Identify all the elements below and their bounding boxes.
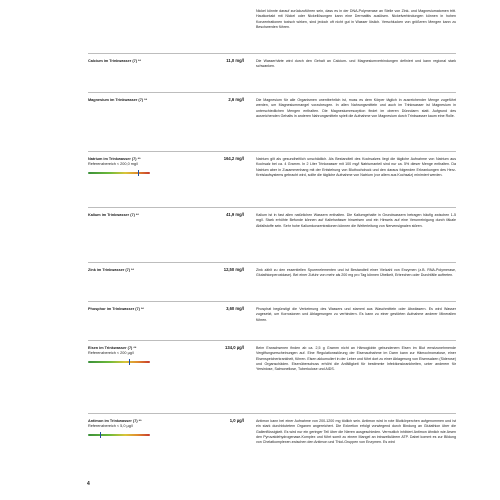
row-divider [88, 53, 456, 54]
measurement-value: 164,2 mg/l [223, 156, 244, 161]
measurement-description: Die Magnesium für alle Organismen unentbehrlich ist, muss es dem Körper täglich in ausreichender Menge zugeführt werden, um Magnesiummangel vorzubeugen. In allen Nahrungsmitteln und auch im Trinkwasser ist Magnesium in unterschiedlichen Mengen enthalten. Die Magnesiumresorption findet im oberen Dünndarm statt. Aufgrund des ausreichenden Gehalts in anderen Nahrungsmitteln spielt die Aufnahme von Magnesium durch Trinkwasser kaum eine Rolle. [256, 98, 456, 118]
row-divider [88, 262, 456, 263]
measurement-value: 41,9 mg/l [226, 212, 244, 217]
measurement-value: 3,60 mg/l [226, 306, 244, 311]
gauge-marker [100, 432, 101, 438]
measurement-label [88, 157, 208, 167]
gauge-marker [138, 170, 139, 176]
page-number: 4 [87, 481, 90, 487]
row-divider [88, 301, 456, 302]
measurement-name: Eisen im Trinkwasser (7) ** [88, 346, 137, 350]
row-divider [88, 413, 456, 414]
row-divider [88, 340, 456, 341]
gauge-bar [88, 434, 150, 436]
measurement-description: Beim Erwachsenen finden ab ca. 2,5 g Gramm nicht an Hämoglobin gebundenem Eisen im Blut ernstzunehmende Vergiftungserscheinungen auf. Eine Regulationsstörung der Eisenaufnahme im Darm kann zur Hämochromatose, einer Eisenspeicherkrankheit, führen. Eisen akkumuliert in der Leber und führt dort zu einer Ablagerung von Eisensalzen (Siderose) und Organschäden. Eisenüberschuss erhöht die Anfälligkeit für bestimmte Infektionskrankheiten, unter anderem für Yersiniose, Salmonellose, Tuberkulose und AIDS. [256, 346, 456, 372]
intro-paragraph: Nickel könnte darauf zurückzuführen sein, dass es in der DNA-Polymerase an Stelle von Zink- und Magnesiumatomen tritt. Hautkontakt mit Nickel oder Nickellösungen kann eine Dermatitis auslösen. Nickelverbindungen können in hohen Konzentrationen toxisch wirken, sind jedoch oft nicht gut in Wasser löslich. Verschlucken von größeren Mengen kann zu Beschwerden führen. [256, 9, 456, 29]
reference-gauge [88, 170, 150, 175]
row-divider [88, 92, 456, 93]
measurement-value: 11,0 mg/l [226, 58, 244, 63]
reference-range: Referenzbereich < 200,0 mg/l [88, 161, 138, 166]
measurement-label: Phosphor im Trinkwasser (7) ** [88, 307, 144, 311]
measurement-description: Antimon kann bei einer Aufnahme von 200-1200 mg tödlich sein. Antimon wird in rote Blutkörperchen aufgenommen und ist ein stark durchblutetem Organen angereichert. Die Exkretion erfolgt vorwiegend durch Bindung an Glutathion über die Gallenflüssigkeit. Es wird nur ein geringer Teil über die Nieren ausgeschieden. Vermutlich inhibiert Antimon ähnlich wie Arsen den Pyruvatdehydrogenase-Komplex und führt somit zu einem Mangel an intrazellulärem ATP. Dabei kommt es zur Bildung von Chelatkomplexen zwischen den Antimon und Thiol-Gruppen von Enzymen. Es wird [256, 419, 456, 445]
gauge-bar [88, 361, 150, 363]
reference-gauge [88, 432, 150, 437]
measurement-value: 134,0 µg/l [225, 345, 244, 350]
reference-range: Referenzbereich < 5,0 µg/l [88, 423, 133, 428]
measurement-description: Natrium gilt als gesundheitlich unschädlich. Als Bestandteil des Kochsalzes liegt die tägliche Aufnahme von Natrium aus Kochsalz bei ca. 4 Gramm. In 2 Liter Trinkwasser mit 100 mg/l Natriumanteil sind nur ca. 5% dieser Menge enthalten. Da Natrium aber in Zusammenhang mit der Entstehung von Bluthochdruck und den daraus folgenden Erkrankungen des Herz-Kreislaufsystems gebracht wird, sollte die tägliche Aufnahme von Natrium (vor allem aus Kochsalz) minimiert werden. [256, 157, 456, 177]
reference-gauge [88, 359, 150, 364]
measurement-description: Zink zählt zu den essentiellen Spurenelementen und ist Bestandteil einer Vielzahl von Enzymen (z.B. RNA-Polymerase, Glutathionperoxidase). Bei einer Zufuhr von mehr als 200 mg pro Tag können Übelkeit, Erbrechen oder Durchfälle auftreten. [256, 268, 456, 278]
measurement-description: Phosphat begünstigt die Verkeimung des Wassers und stammt aus Waschmitteln oder Abwässern. Es wird Wasser zugesetzt, um Korrosionen und Ablagerungen zu verhindern. Es kann zu einer gestörten Aufnahme anderer Mineralien führen. [256, 307, 456, 322]
measurement-description: Kalium ist in fast allen natürlichen Wassern enthalten. Die Kaliumgehalte in Grundwassern betragen häufig zwischen 1-5 mg/l. Stark erhöhte Befunde können auf Kaliehwässer hinweisen und ein Hinweis auf eine Verunreinigung durch fäkale Abfallstoffe sein. Sehr hohe Kaliumkonzentrationen können die Weiterleitung von Nervensignalen stören. [256, 213, 456, 228]
reference-range: Referenzbereich < 200 µg/l [88, 350, 134, 355]
gauge-bar [88, 172, 150, 174]
measurement-name: Natrium im Trinkwasser (7) ** [88, 157, 141, 161]
measurement-label: Magnesium im Trinkwasser (7) ** [88, 98, 148, 102]
measurement-label: Kalium im Trinkwasser (7) ** [88, 213, 139, 217]
row-divider [88, 151, 456, 152]
row-divider [88, 207, 456, 208]
measurement-label: Zink im Trinkwasser (7) ** [88, 268, 135, 272]
measurement-value: 12,50 mg/l [223, 267, 244, 272]
measurement-label: Calcium im Trinkwasser (7) ** [88, 59, 141, 63]
measurement-label [88, 419, 208, 429]
measurement-label [88, 346, 208, 356]
measurement-name: Antimon im Trinkwasser (7) ** [88, 419, 142, 423]
measurement-description: Die Wasserhärte wird durch den Gehalt an Calcium- und Magnesiumverbindungen definiert und kann regional stark schwanken. [256, 59, 456, 69]
measurement-value: 2,6 mg/l [228, 97, 244, 102]
measurement-value: 1,0 µg/l [229, 418, 244, 423]
gauge-marker [129, 359, 130, 365]
